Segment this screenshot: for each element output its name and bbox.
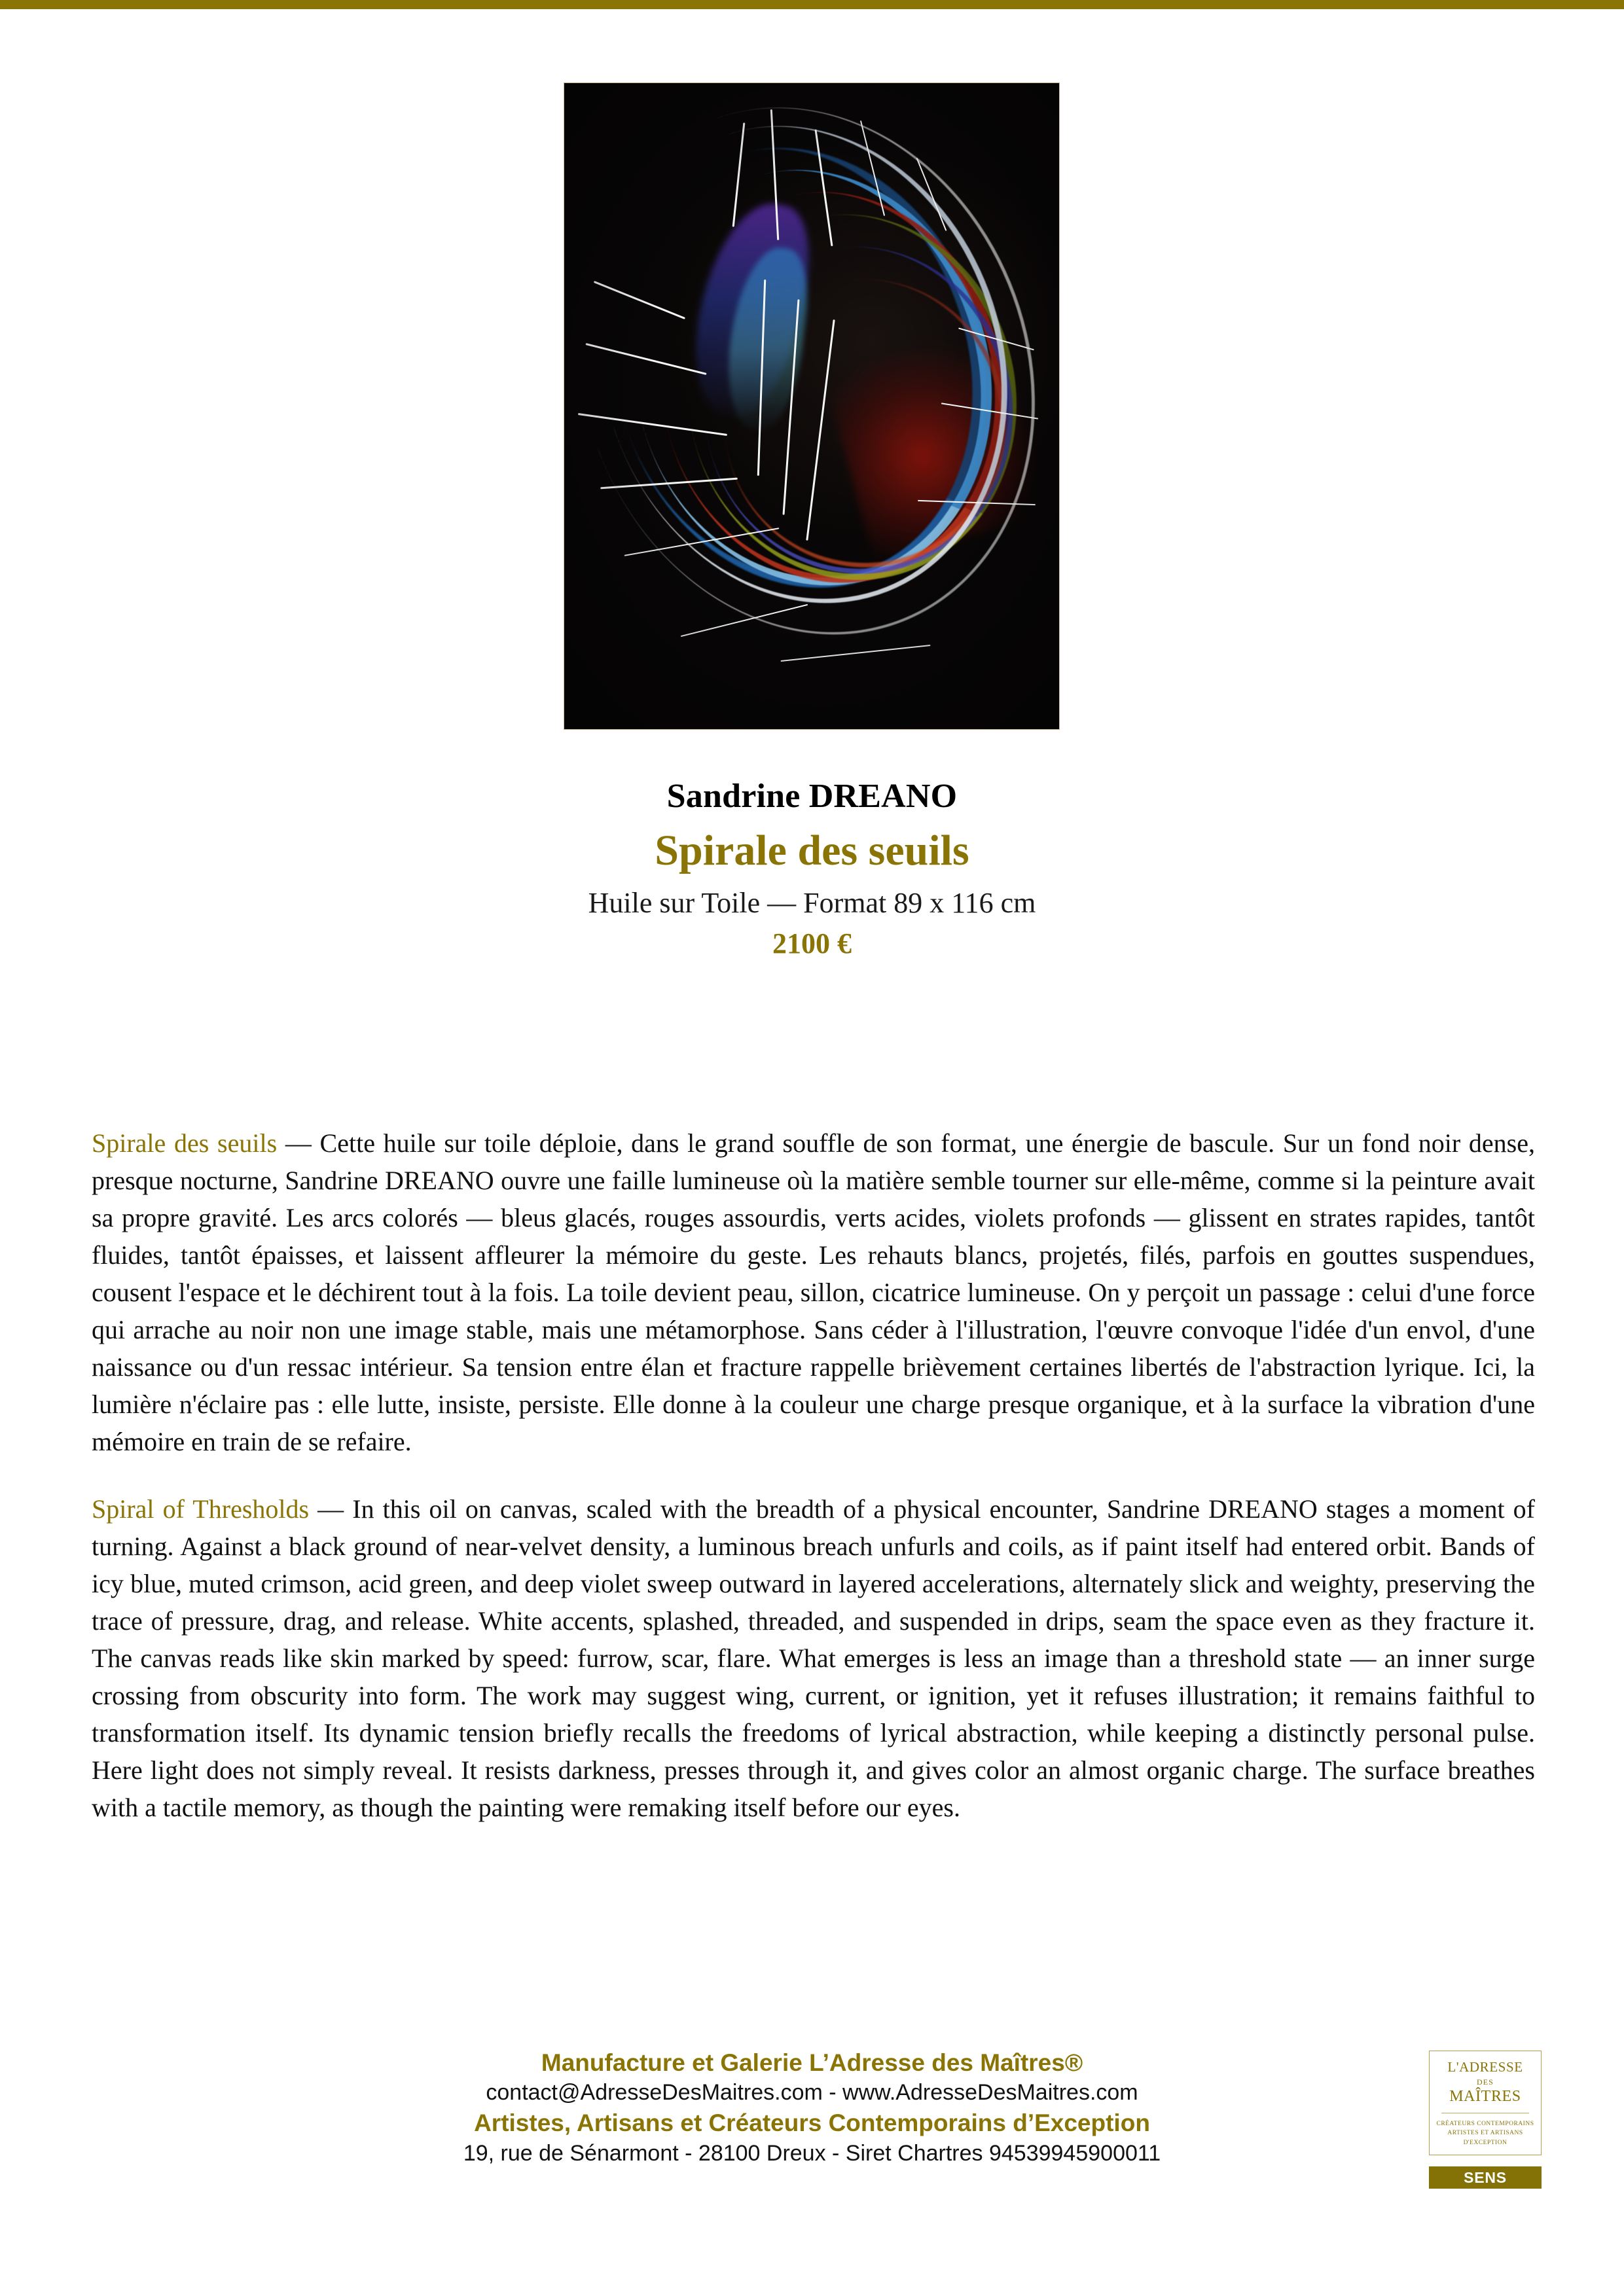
artist-name: Sandrine DREANO bbox=[666, 778, 958, 815]
footer-company-name: Manufacture et Galerie L’Adresse des Maîtres® bbox=[541, 2049, 1083, 2076]
sens-badge: SENS bbox=[1429, 2166, 1542, 2189]
gallery-logo bbox=[1429, 2051, 1542, 2189]
logo-line-des: DES bbox=[1477, 2077, 1494, 2087]
logo-card bbox=[1429, 2051, 1542, 2155]
logo-line-maitres: MAÎTRES bbox=[1449, 2087, 1521, 2105]
top-gold-bar bbox=[0, 0, 1624, 9]
footer-tagline: Artistes, Artisans et Créateurs Contemporains d’Exception bbox=[474, 2109, 1150, 2136]
logo-line-adresse: L'ADRESSE bbox=[1447, 2059, 1523, 2075]
paragraph-english-body: — In this oil on canvas, scaled with the breadth of a physical encounter, Sandrine DREANO stages a moment of turning. Against a black ground of near-velvet density, a luminous breach unfurls and coils, as if paint itself had entered orbit. Bands of icy blue, muted crimson, acid green, and deep violet sweep outward in layered accelerations, alternately slick and weighty, preserving the trace of pressure, drag, and release. White accents, splashed, threaded, and suspended in drips, seam the space even as they fracture it. The canvas reads like skin marked by speed: furrow, scar, flare. What emerges is less an image than a threshold state — an inner surge crossing from obscurity into form. The work may suggest wing, current, or ignition, yet it refuses illustration; it remains faithful to transformation itself. Its dynamic tension briefly recalls the freedoms of lyrical abstraction, while keeping a distinctly personal pulse. Here light does not simply reveal. It resists darkness, presses through it, and gives color an almost organic charge. The surface breathes with a tactile memory, as though the painting were remaking itself before our eyes. bbox=[92, 1494, 1535, 1822]
paragraph-english bbox=[92, 1490, 1535, 1826]
artwork-caption bbox=[0, 779, 1624, 960]
logo-subline-2: ARTISTES ET ARTISANS bbox=[1447, 2130, 1523, 2137]
logo-subline-1: CRÉATEURS CONTEMPORAINS bbox=[1436, 2120, 1534, 2127]
paragraph-french-body: — Cette huile sur toile déploie, dans le grand souffle de son format, une énergie de bascule. Sur un fond noir dense, presque nocturne, Sandrine DREANO ouvre une faille lumineuse où la matière semble tourner sur elle-même, comme si la peinture avait sa propre gravité. Les arcs colorés — bleus glacés, rouges assourdis, verts acides, violets profonds — glissent en strates rapides, tantôt fluides, tantôt épaisses, et laissent affleurer la mémoire du geste. Les rehauts blancs, projetés, filés, parfois en gouttes suspendues, cousent l'espace et le déchirent tout à la fois. La toile devient peau, sillon, cicatrice lumineuse. On y perçoit un passage : celui d'une force qui arrache au noir non une image stable, mais une métamorphose. Sans céder à l'illustration, l'œuvre convoque l'idée d'un envol, d'une naissance ou d'un ressac intérieur. Sa tension entre élan et fracture rappelle brièvement certaines libertés de l'abstraction lyrique. Ici, la lumière n'éclaire pas : elle lutte, insiste, persiste. Elle donne à la couleur une charge presque organique, et à la surface la vibration d'une mémoire en train de se refaire. bbox=[92, 1128, 1536, 1456]
footer-address: 19, rue de Sénarmont - 28100 Dreux - Siret Chartres 94539945900011 bbox=[463, 2140, 1161, 2166]
work-price: 2100 € bbox=[772, 927, 852, 960]
description-block bbox=[92, 1124, 1535, 1826]
work-title: Spirale des seuils bbox=[655, 826, 969, 874]
paragraph-french-lead: Spirale des seuils bbox=[92, 1128, 278, 1158]
paragraph-french bbox=[92, 1124, 1535, 1460]
footer-contact[interactable]: contact@AdresseDesMaitres.com - www.AdresseDesMaitres.com bbox=[486, 2080, 1138, 2106]
footer bbox=[0, 2047, 1624, 2168]
artwork-image bbox=[564, 83, 1059, 729]
paragraph-english-lead: Spiral of Thresholds bbox=[92, 1494, 310, 1524]
work-medium: Huile sur Toile — Format 89 x 116 cm bbox=[588, 886, 1036, 919]
logo-subline-3: D'EXCEPTION bbox=[1463, 2140, 1507, 2147]
